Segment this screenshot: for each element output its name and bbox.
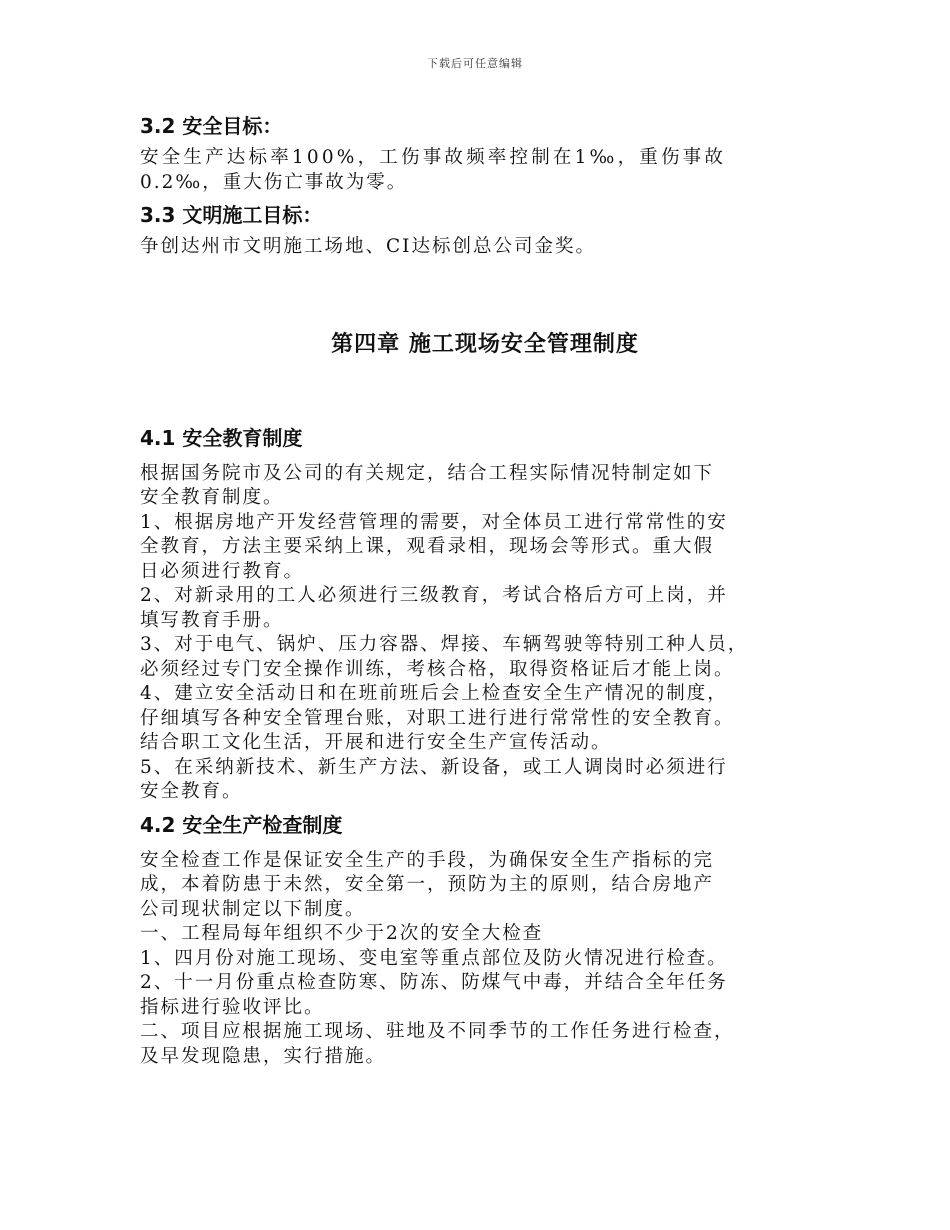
section-3-2-line: 0.2‰，重大伤亡事故为零。 bbox=[140, 171, 408, 193]
section-3-2 bbox=[140, 110, 830, 195]
section-4-2-line: 及早发现隐患，实行措施。 bbox=[140, 1045, 387, 1067]
section-4-1-line: 5、在采纳新技术、新生产方法、新设备，或工人调岗时必须进行 bbox=[140, 756, 728, 778]
section-4-1-line: 安全教育制度。 bbox=[140, 487, 284, 508]
section-4-1-line: 日必须进行教育。 bbox=[140, 560, 305, 582]
section-3-2-line: 安全生产达标率100%，工伤事故频率控制在1‰，重伤事故 bbox=[140, 147, 727, 168]
section-4-1-line: 结合职工文化生活，开展和进行安全生产宣传活动。 bbox=[140, 732, 612, 753]
section-4-2-line: 安全检查工作是保证安全生产的手段，为确保安全生产指标的完 bbox=[140, 849, 715, 871]
section-4-2-line: 2、十一月份重点检查防寒、防冻、防煤气中毒，并结合全年任务 bbox=[140, 972, 728, 993]
document-body bbox=[140, 110, 830, 1069]
section-3-3 bbox=[140, 199, 830, 260]
section-4-1-title: 4.1 安全教育制度 bbox=[140, 425, 303, 450]
section-4-1-line: 2、对新录用的工人必须进行三级教育，考试合格后方可上岗，并 bbox=[140, 585, 728, 606]
section-3-3-title: 3.3 文明施工目标： bbox=[140, 203, 323, 227]
section-4-2-line: 成，本着防患于未然，安全第一，预防为主的原则，结合房地产 bbox=[140, 874, 715, 895]
section-4-2-line: 指标进行验收评比。 bbox=[140, 996, 325, 1018]
section-3-3-line: 争创达州市文明施工场地、CI达标创总公司金奖。 bbox=[140, 236, 596, 257]
section-4-1-line: 3、对于电气、锅炉、压力容器、焊接、车辆驾驶等特别工种人员， bbox=[140, 634, 749, 655]
section-4-1-line: 4、建立安全活动日和在班前班后会上检查安全生产情况的制度， bbox=[140, 683, 728, 704]
section-4-1-line: 填写教育手册。 bbox=[140, 609, 284, 631]
header-note: 下载后可任意编辑 bbox=[427, 57, 523, 70]
chapter-title: 第四章 施工现场安全管理制度 bbox=[331, 331, 639, 357]
section-4-1-line: 1、根据房地产开发经营管理的需要，对全体员工进行常常性的安 bbox=[140, 511, 728, 533]
section-3-2-title: 3.2 安全目标： bbox=[140, 114, 283, 138]
section-4-1-line: 全教育，方法主要采纳上课，观看录相，现场会等形式。重大假 bbox=[140, 536, 715, 557]
section-4-1-line: 必须经过专门安全操作训练，考核合格，取得资格证后才能上岗。 bbox=[140, 658, 735, 680]
section-4-1 bbox=[140, 422, 830, 805]
section-4-2-line: 二、项目应根据施工现场、驻地及不同季节的工作任务进行检查， bbox=[140, 1021, 735, 1042]
section-4-2-line: 一、工程局每年组织不少于2次的安全大检查 bbox=[140, 923, 544, 944]
section-4-2 bbox=[140, 809, 830, 1070]
section-4-1-line: 根据国务院市及公司的有关规定，结合工程实际情况特制定如下 bbox=[140, 462, 715, 484]
section-4-2-line: 公司现状制定以下制度。 bbox=[140, 898, 366, 920]
section-4-2-line: 1、四月份对施工现场、变电室等重点部位及防火情况进行检查。 bbox=[140, 947, 728, 969]
section-4-2-title: 4.2 安全生产检查制度 bbox=[140, 812, 343, 837]
section-4-1-line: 仔细填写各种安全管理台账，对职工进行进行常常性的安全教育。 bbox=[140, 707, 735, 729]
section-4-1-line: 安全教育。 bbox=[140, 781, 243, 802]
